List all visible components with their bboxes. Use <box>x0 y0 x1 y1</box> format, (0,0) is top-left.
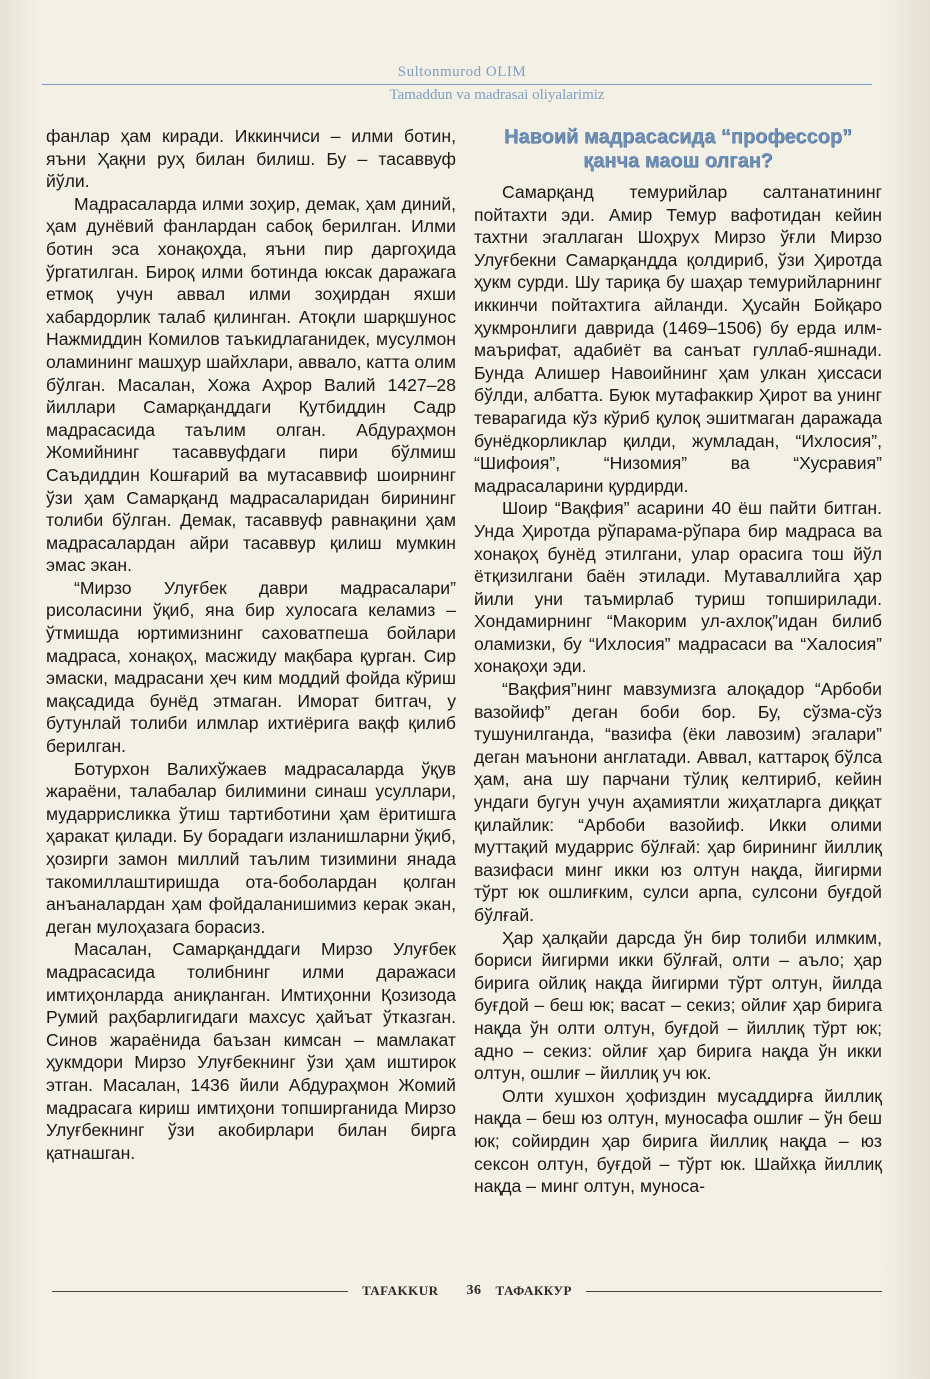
running-header <box>42 62 872 105</box>
page-footer <box>52 1283 882 1299</box>
paragraph: “Вақфия”нинг мавзумизга алоқадор “Арбоби вазойиф” деган боби бор. Бу, сўзма-сўз тушунилганда, “вазифа (ёки лавозим) эгалари” деган маънони англатади. Аввал, каттароқ бўлса ҳам, ана шу парчани тўлиқ келтириб, кейин ундаги бугун учун аҳамиятли жиҳатларга диққат қилайлик: “Арбоби вазойиф. Икки олими муттақий мударрис бўлғай: ҳар бирининг йиллиқ вазифаси минг икки юз олтун нақда, йигирми тўрт юк ошлиғким, сулси арпа, сулсони буғдой бўлғай. <box>474 679 882 925</box>
paragraph: Шоир “Вақфия” асарини 40 ёш пайти битган. Унда Ҳиротда рўпарама-рўпара бир мадраса ва хонақоҳ бунёд этилгани, улар орасига тош йўл ётқизилгани баён этилади. Мутаваллийга ҳар йили уни таъмирлаб туриш топширилади. Хондамирнинг “Макорим ул-ахлоқ”идан билиб оламизки, бу “Ихлосия” мадрасаси ва “Халосия” хонақоҳи эди. <box>474 498 882 677</box>
footer-magazine-latin: TAFAKKUR <box>362 1283 439 1298</box>
left-column <box>46 125 456 1164</box>
article-title-line: Навоий мадрасасида “профессор” <box>503 126 853 148</box>
paragraph: Самарқанд темурийлар салтанатининг пойтахти эди. Амир Темур вафотидан кейин тахтни эгаллаган Шоҳрух Мирзо ўғли Мирзо Улуғбекни Самарқандда қолдириб, ўзи Ҳиротда ҳукм сурди. Шу тариқа бу шаҳар темурийларнинг иккинчи пойтахтига айланди. Ҳусайн Бойқаро ҳукмронлиги даврида (1469–1506) бу ерда илм-маърифат, адабиёт ва санъат гуллаб-яшнади. Бунда Алишер Навоийнинг ҳам улкан ҳиссаси бўлди, албатта. Буюк мутафаккир Ҳирот ва унинг теварагида кўз кўриб қулоқ эшитмаган даражада бунёдкорликлар қилди, жумладан, “Ихлосия”, “Шифоия”, “Низомия” ва “Хусравия” мадрасаларини қурдирди. <box>474 182 882 496</box>
header-author: Sultonmurod OLIM <box>397 64 527 80</box>
article-title <box>474 125 882 173</box>
page-number: 36 <box>466 1283 482 1298</box>
article-title-line: қанча маош олган? <box>583 150 773 172</box>
right-column <box>474 125 882 1198</box>
paragraph: Ботурхон Валихўжаев мадрасаларда ўқув жараёни, талабалар билимини синаш усуллари, мударрисликка ўтиш тартиботини ҳам ёритишга ҳаракат қилади. Бу борадаги изланишларни ўқиб, ҳозирги замон миллий таълим тизимини янада такомиллаштиришда ота-боболардан қолган анъаналардан ҳам фойдаланишимиз керак экан, деган мулоҳазага борасиз. <box>46 758 456 937</box>
footer-rule-right <box>586 1291 882 1292</box>
paragraph: “Мирзо Улуғбек даври мадрасалари” рисоласини ўқиб, яна бир хулосага келамиз – ўтмишда юртимизнинг саховатпеша бойлари мадраса, хонақоҳ, масжиду мақбара қурган. Сир эмаски, мадрасани ҳеч ким моддий фойда кўриш мақсадида бунёд этмаган. Иморат битгач, у бутунлай толиби илмлар ихтиёрига вақф қилиб берилган. <box>46 577 456 757</box>
footer-magazine-cyrillic: ТАФАККУР <box>495 1283 572 1298</box>
footer-rule-left <box>52 1291 348 1292</box>
paragraph: фанлар ҳам киради. Иккинчиси – илми ботин, яъни Ҳақни руҳ билан билиш. Бу – тасаввуф йўли. <box>46 126 456 192</box>
paragraph: Ҳар ҳалқайи дарсда ўн бир толиби илмким, бориси йигирми икки бўлғай, олти – аъло; ҳар бирига ойлиқ нақда йигирми тўрт олтун, йилда буғдой – беш юк; васат – секиз; ойлиғ ҳар бирига нақда ўн олти олтун, буғдой – йиллиқ тўрт юк; адно – секиз: ойлиғ ҳар бирига нақда ўн икки олтун, ошлиғ – йиллиқ уч юк. <box>474 927 882 1084</box>
header-subtitle: Tamaddun va madrasai oliyalarimiz <box>389 87 605 103</box>
paragraph: Мадрасаларда илми зоҳир, демак, ҳам диний, ҳам дунёвий фанлардан сабоқ берилган. Илми ботин эса хонақоҳда, яъни пир даргоҳида ўргатилган. Бироқ илми ботинда юксак даражага етмоқ учун аввал илми зоҳирдан яхши хабардорлик талаб қилинган. Атоқли шарқшунос Нажмиддин Комилов таъкидлаганидек, мусулмон оламининг машҳур шайхлари, аввало, катта олим бўлган. Масалан, Хожа Аҳрор Валий 1427–28 йиллари Самарқанддаги Қутбиддин Садр мадрасасида таълим олган. Абдураҳмон Жомийнинг тасаввуфдаги пири бўлмиш Саъдиддин Кошғарий ва мутасаввиф шоирнинг ўзи ҳам Самарқанд мадрасаларидан бирининг толиби бўлган. Демак, тасаввуф равнақини ҳам мадрасалардан айри тасаввур қилиш мумкин эмас экан. <box>46 193 456 576</box>
paragraph: Масалан, Самарқанддаги Мирзо Улуғбек мадрасасида толибнинг илми даражаси имтиҳонларда аниқланган. Имтиҳонни Қозизода Румий раҳбарлигидаги махсус ҳайъат ўтказган. Синов жараёнида баъзан кимсан – мамлакат ҳукмдори Мирзо Улуғбекнинг ўзи ҳам иштирок этган. Масалан, 1436 йили Абдураҳмон Жомий мадрасага кириш имтиҳони топширганида Мирзо Улуғбекнинг ўзи акобирлари билан бирга қатнашган. <box>46 939 456 1163</box>
paragraph: Олти хушхон ҳофиздин мусаддирға йиллиқ нақда – беш юз олтун, муносафа ошлиғ – ўн беш юк; сойирдин ҳар бирига йиллиқ нақда – юз сексон олтун, буғдой – тўрт юк. Шайхқа йиллиқ нақда – минг олтун, муноса- <box>474 1085 882 1197</box>
